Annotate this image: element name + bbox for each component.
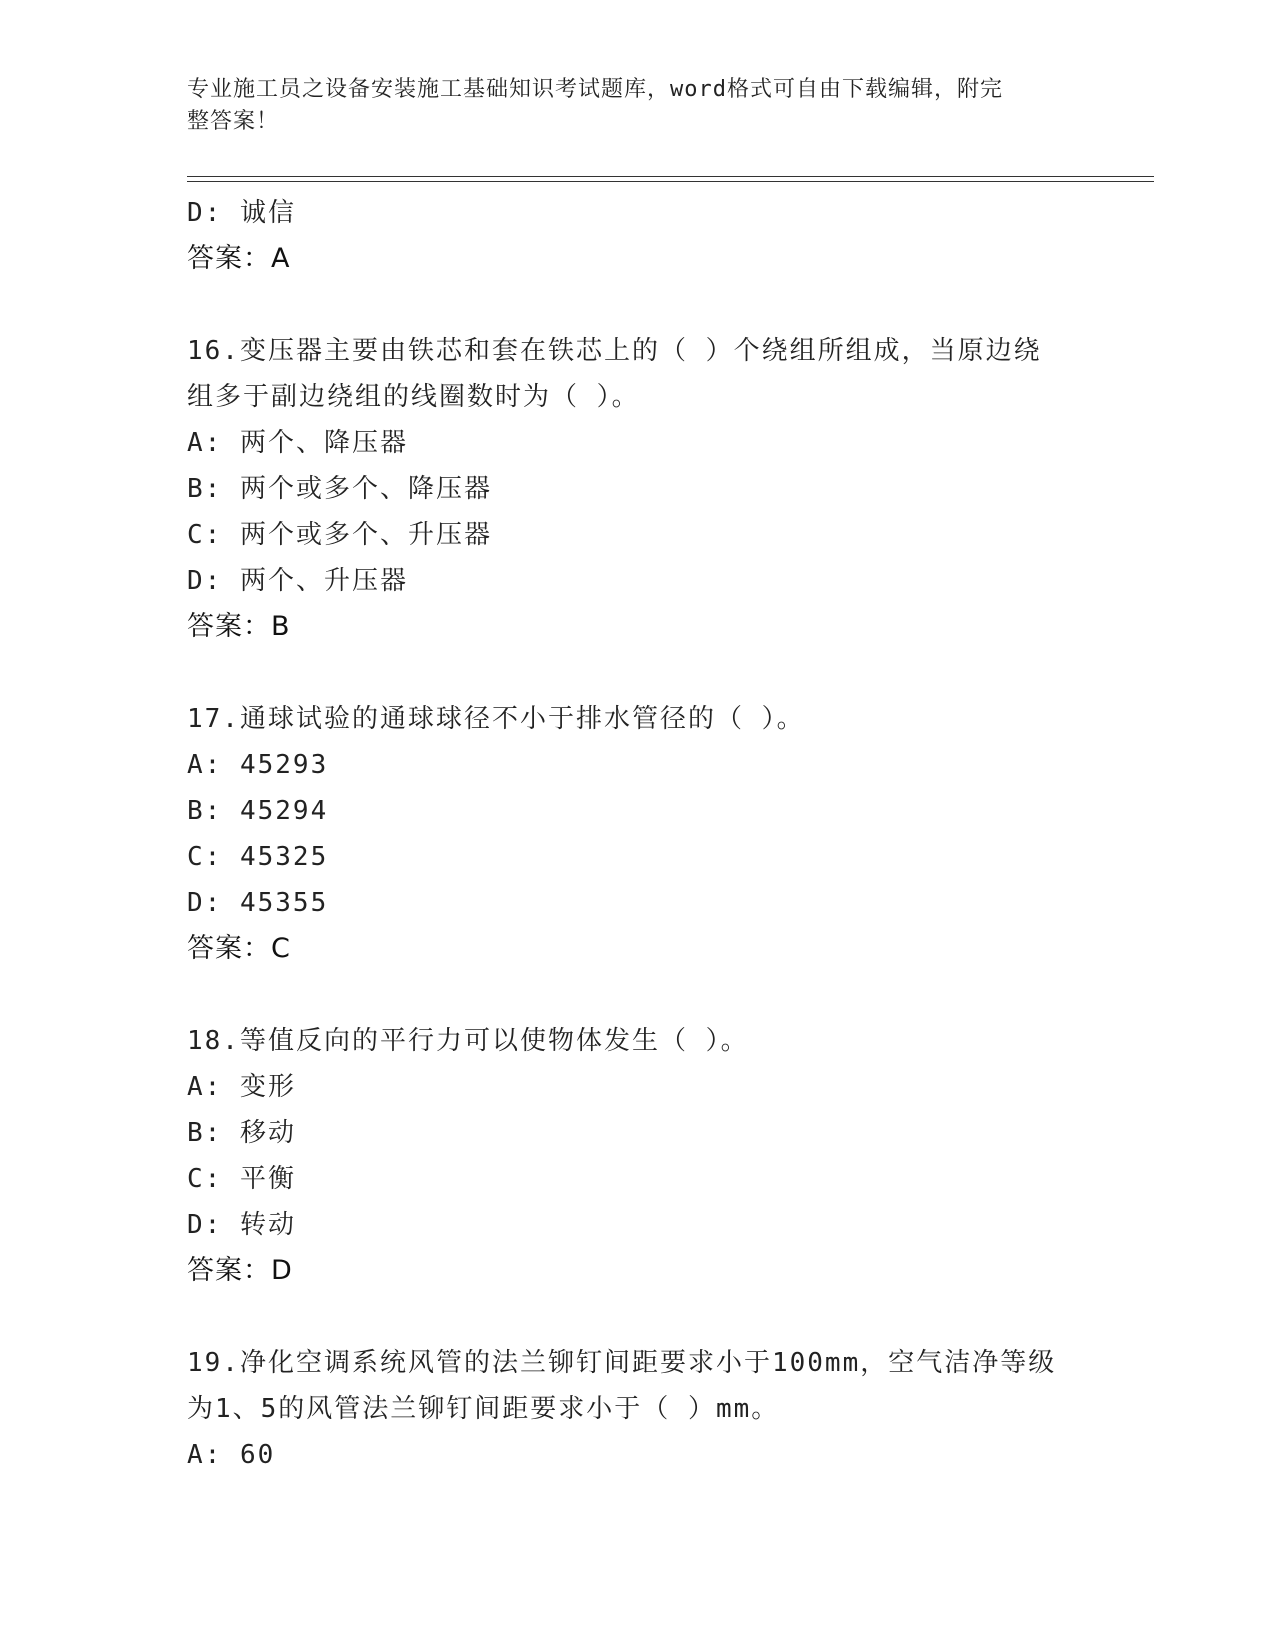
option-d: D: 诚信 bbox=[187, 198, 296, 228]
question-stem-line-1: 18.等值反向的平行力可以使物体发生（ ）。 bbox=[187, 1026, 749, 1056]
option-b: B: 45294 bbox=[187, 796, 329, 826]
answer-line: 答案：C bbox=[187, 933, 291, 964]
spacer bbox=[187, 650, 1087, 696]
header-title-line-2: 整答案！ bbox=[187, 109, 280, 134]
question-18 bbox=[187, 1018, 1087, 1294]
question-stem-line-1: 17.通球试验的通球球径不小于排水管径的（ ）。 bbox=[187, 704, 805, 734]
header-title-line-1: 专业施工员之设备安装施工基础知识考试题库，word格式可自由下载编辑，附完 bbox=[187, 77, 1003, 102]
spacer bbox=[187, 972, 1087, 1018]
answer-line: 答案：B bbox=[187, 611, 291, 642]
question-stem-line-2: 为1、5的风管法兰铆钉间距要求小于（ ）mm。 bbox=[187, 1394, 780, 1424]
answer-line: 答案：D bbox=[187, 1255, 293, 1286]
spacer bbox=[187, 1294, 1087, 1340]
option-a: A: 变形 bbox=[187, 1072, 296, 1102]
option-b: B: 两个或多个、降压器 bbox=[187, 474, 492, 504]
question-list bbox=[187, 190, 1087, 1478]
question-16 bbox=[187, 328, 1087, 650]
header-divider-bottom bbox=[187, 181, 1154, 182]
document-header bbox=[187, 74, 1067, 138]
option-a: A: 45293 bbox=[187, 750, 329, 780]
question-15 bbox=[187, 190, 1087, 282]
answer-line: 答案：A bbox=[187, 243, 291, 274]
question-19 bbox=[187, 1340, 1087, 1478]
option-a: A: 60 bbox=[187, 1440, 276, 1470]
option-d: D: 45355 bbox=[187, 888, 329, 918]
option-c: C: 平衡 bbox=[187, 1164, 296, 1194]
option-b: B: 移动 bbox=[187, 1118, 296, 1148]
question-stem-line-1: 16.变压器主要由铁芯和套在铁芯上的（ ）个绕组所组成，当原边绕 bbox=[187, 336, 1042, 366]
header-divider-top bbox=[187, 176, 1154, 177]
option-a: A: 两个、降压器 bbox=[187, 428, 408, 458]
question-17 bbox=[187, 696, 1087, 972]
question-stem-line-1: 19.净化空调系统风管的法兰铆钉间距要求小于100mm，空气洁净等级 bbox=[187, 1348, 1057, 1378]
question-stem-line-2: 组多于副边绕组的线圈数时为（ ）。 bbox=[187, 382, 640, 412]
option-c: C: 两个或多个、升压器 bbox=[187, 520, 492, 550]
option-c: C: 45325 bbox=[187, 842, 329, 872]
option-d: D: 两个、升压器 bbox=[187, 566, 408, 596]
spacer bbox=[187, 282, 1087, 328]
option-d: D: 转动 bbox=[187, 1210, 296, 1240]
